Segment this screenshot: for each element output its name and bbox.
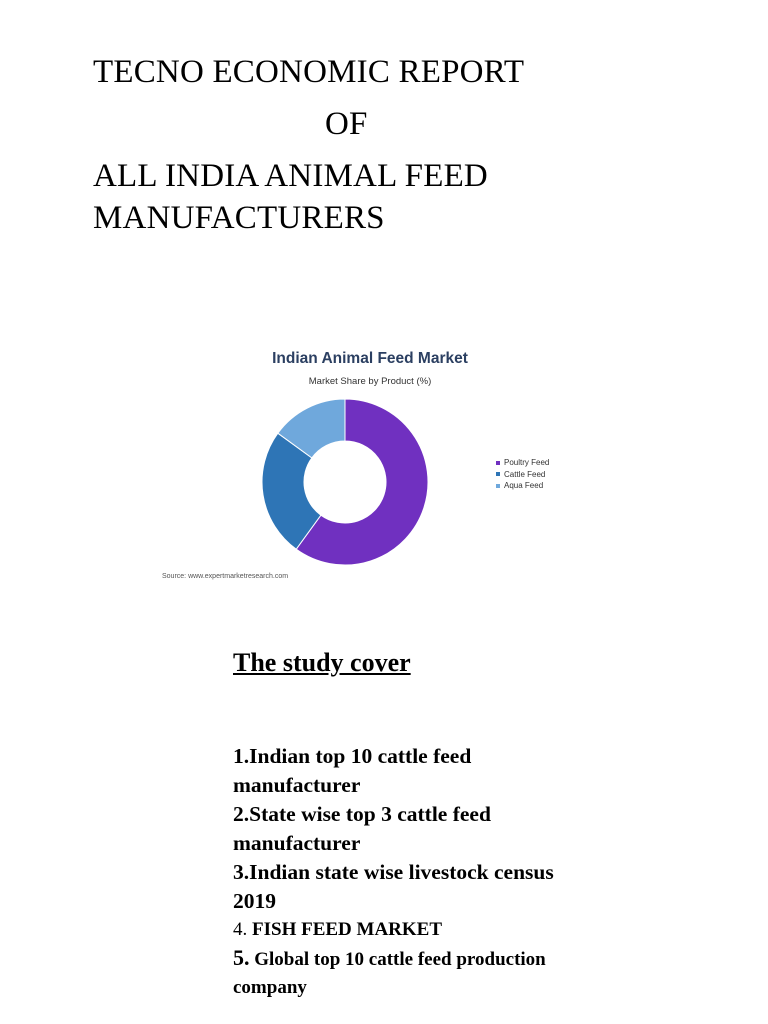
chart-source: Source: www.expertmarketresearch.com bbox=[162, 573, 289, 580]
title-line-3: ALL INDIA ANIMAL FEED bbox=[93, 158, 488, 194]
list-item-text: State wise top 3 cattle feed manufacturer bbox=[233, 802, 491, 855]
list-item-number: 2. bbox=[233, 802, 250, 826]
list-item-text: Indian state wise livestock census 2019 bbox=[233, 860, 554, 913]
list-item-number: 1. bbox=[233, 744, 250, 768]
list-item bbox=[233, 800, 563, 858]
title-line-4: MANUFACTURERS bbox=[93, 200, 385, 236]
legend-swatch-aqua bbox=[496, 484, 500, 488]
list-item-number: 4. bbox=[233, 919, 248, 940]
list-item bbox=[233, 742, 563, 800]
chart-legend bbox=[496, 457, 549, 492]
legend-item-poultry bbox=[496, 457, 549, 469]
list-item bbox=[233, 916, 563, 944]
legend-label-aqua: Aqua Feed bbox=[504, 481, 544, 491]
legend-item-cattle bbox=[496, 469, 549, 481]
list-item bbox=[233, 858, 563, 916]
legend-label-poultry: Poultry Feed bbox=[504, 458, 550, 468]
list-item bbox=[233, 944, 563, 1002]
market-share-chart bbox=[150, 340, 590, 590]
list-item-text: Global top 10 cattle feed production company bbox=[233, 949, 546, 998]
legend-label-cattle: Cattle Feed bbox=[504, 469, 546, 479]
list-item-number: 3. bbox=[233, 860, 250, 884]
legend-swatch-poultry bbox=[496, 461, 500, 465]
title-line-2: OF bbox=[325, 106, 368, 142]
chart-subtitle: Market Share by Product (%) bbox=[308, 376, 432, 387]
legend-swatch-cattle bbox=[496, 472, 500, 476]
list-item-number: 5. bbox=[233, 945, 250, 970]
study-cover-list bbox=[233, 742, 563, 1002]
list-item-text: Indian top 10 cattle feed manufacturer bbox=[233, 744, 472, 797]
study-cover-heading: The study cover bbox=[233, 648, 411, 677]
list-item-text: FISH FEED MARKET bbox=[247, 919, 443, 940]
legend-item-aqua bbox=[496, 480, 549, 492]
title-line-1: TECNO ECONOMIC REPORT bbox=[93, 54, 525, 90]
chart-title: Indian Animal Feed Market bbox=[272, 350, 468, 367]
